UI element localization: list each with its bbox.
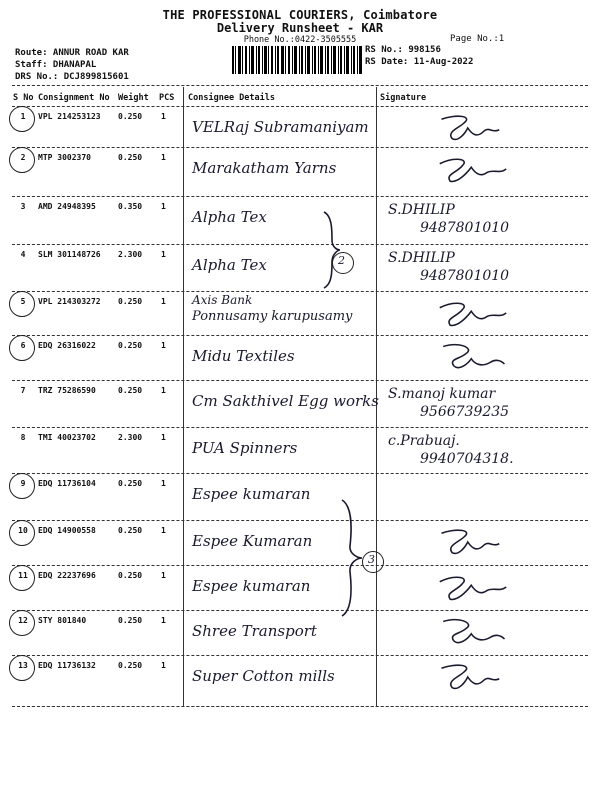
- row-weight: 2.300: [118, 250, 143, 259]
- row-signature-name: S.DHILIP: [388, 202, 455, 218]
- row-consignment-no: AMD 24948395: [38, 202, 96, 211]
- row-separator: [12, 427, 588, 428]
- col-consignment: Consignment No: [38, 93, 110, 103]
- row-consignee: Midu Textiles: [192, 347, 295, 365]
- row-pcs: 1: [161, 112, 166, 121]
- row-sno: 4: [20, 250, 26, 259]
- row-sno-circle: [9, 473, 35, 499]
- row-consignment-no: EDQ 26316022: [38, 341, 96, 350]
- signature-scribble: [438, 614, 508, 650]
- row-consignment-no: EDQ 14900558: [38, 526, 96, 535]
- row-sno-circle: [9, 520, 35, 546]
- col-signature: Signature: [380, 93, 427, 103]
- brace-mark-b: 3: [368, 553, 375, 566]
- row-consignment-no: TRZ 75286590: [38, 386, 96, 395]
- row-sno: 2: [20, 153, 26, 162]
- row-weight: 2.300: [118, 433, 143, 442]
- row-sno: 7: [20, 386, 26, 395]
- row-consignment-no: TMI 40023702: [38, 433, 96, 442]
- table-top-rule: [12, 85, 588, 86]
- row-consignee: Cm Sakthivel Egg works: [192, 392, 379, 410]
- row-weight: 0.250: [118, 297, 143, 306]
- row-sno: 12: [18, 616, 28, 625]
- row-pcs: 1: [161, 526, 166, 535]
- row-weight: 0.250: [118, 661, 143, 670]
- row-sno-circle: [9, 335, 35, 361]
- row-consignee: VELRaj Subramaniyam: [192, 118, 369, 136]
- row-sno: 13: [18, 661, 28, 670]
- row-sno: 5: [20, 297, 26, 306]
- row-separator: [12, 655, 588, 656]
- row-separator: [12, 520, 588, 521]
- row-consignment-no: EDQ 11736132: [38, 661, 96, 670]
- row-sno-circle: [9, 610, 35, 636]
- row-separator: [12, 147, 588, 148]
- row-sno: 10: [18, 526, 28, 535]
- row-consignment-no: MTP 3002370: [38, 153, 91, 162]
- row-separator: [12, 291, 588, 292]
- row-pcs: 1: [161, 616, 166, 625]
- row-consignment-no: EDQ 11736104: [38, 479, 96, 488]
- brace-mark-a: 2: [338, 254, 345, 267]
- rs-date: RS Date: 11-Aug-2022: [365, 57, 474, 67]
- row-consignee-line2: Ponnusamy karupusamy: [192, 309, 353, 324]
- row-pcs: 1: [161, 571, 166, 580]
- row-consignee: Espee kumaran: [192, 485, 311, 503]
- row-separator: [12, 473, 588, 474]
- signature-scribble: [438, 659, 508, 695]
- row-pcs: 1: [161, 297, 166, 306]
- row-weight: 0.250: [118, 112, 143, 121]
- row-weight: 0.250: [118, 153, 143, 162]
- row-pcs: 1: [161, 386, 166, 395]
- row-pcs: 1: [161, 479, 166, 488]
- row-signature-name: c.Prabuaj.: [388, 433, 460, 449]
- row-pcs: 1: [161, 153, 166, 162]
- row-weight: 0.250: [118, 386, 143, 395]
- barcode-image: [232, 46, 362, 74]
- runsheet-subtitle: Delivery Runsheet - KAR: [216, 21, 384, 35]
- row-sno: 3: [20, 202, 26, 211]
- row-weight: 0.250: [118, 341, 143, 350]
- row-separator: [12, 380, 588, 381]
- row-signature-phone: 9487801010: [420, 220, 510, 236]
- row-weight: 0.250: [118, 526, 143, 535]
- row-signature-phone: 9566739235: [420, 404, 510, 420]
- row-sno: 11: [18, 571, 28, 580]
- brace-group-a: [310, 210, 350, 290]
- row-consignee: Axis Bank: [192, 293, 253, 307]
- row-consignee: Alpha Tex: [192, 256, 267, 274]
- row-separator: [12, 244, 588, 245]
- signature-scribble: [438, 110, 508, 146]
- row-separator: [12, 196, 588, 197]
- header-bottom-rule: [12, 106, 588, 107]
- row-separator: [12, 565, 588, 566]
- row-signature-name: S.manoj kumar: [388, 386, 496, 402]
- signature-scribble: [438, 524, 508, 560]
- rs-number: RS No.: 998156: [365, 45, 441, 55]
- table-bottom-rule: [12, 706, 588, 707]
- row-pcs: 1: [161, 250, 166, 259]
- route-label: Route: ANNUR ROAD KAR: [15, 48, 129, 58]
- row-pcs: 1: [161, 202, 166, 211]
- row-consignment-no: VPL 214253123: [38, 112, 101, 121]
- row-weight: 0.250: [118, 571, 143, 580]
- col-weight: Weight: [118, 93, 149, 103]
- row-consignee: Shree Transport: [192, 622, 317, 640]
- row-pcs: 1: [161, 661, 166, 670]
- signature-scribble: [438, 151, 508, 187]
- row-weight: 0.350: [118, 202, 143, 211]
- row-separator: [12, 610, 588, 611]
- row-sno-circle: [9, 291, 35, 317]
- signature-scribble: [438, 569, 508, 605]
- row-sno: 8: [20, 433, 26, 442]
- consignee-column-divider: [183, 87, 184, 707]
- col-sno: S No: [13, 93, 34, 103]
- row-sno-circle: [9, 655, 35, 681]
- row-sno-circle: [9, 106, 35, 132]
- signature-scribble: [438, 295, 508, 331]
- row-signature-name: S.DHILIP: [388, 250, 455, 266]
- row-pcs: 1: [161, 341, 166, 350]
- row-consignment-no: EDQ 22237696: [38, 571, 96, 580]
- staff-label: Staff: DHANAPAL: [15, 60, 97, 70]
- col-consignee: Consignee Details: [188, 93, 275, 103]
- row-consignee: Espee Kumaran: [192, 532, 313, 550]
- row-sno: 9: [20, 479, 26, 488]
- phone-number: Phone No.:0422-3505555: [243, 35, 357, 45]
- col-pcs: PCS: [159, 93, 175, 103]
- signature-scribble: [438, 339, 508, 375]
- row-signature-phone: 9940704318.: [420, 451, 514, 467]
- row-consignment-no: VPL 214303272: [38, 297, 101, 306]
- row-consignee: PUA Spinners: [192, 439, 298, 457]
- row-sno: 6: [20, 341, 26, 350]
- drs-number: DRS No.: DCJ899815601: [15, 72, 129, 82]
- row-consignee: Alpha Tex: [192, 208, 267, 226]
- company-title: THE PROFESSIONAL COURIERS, Coimbatore: [162, 8, 438, 22]
- row-consignment-no: SLM 301148726: [38, 250, 101, 259]
- row-sno-circle: [9, 565, 35, 591]
- row-separator: [12, 335, 588, 336]
- row-consignee: Super Cotton mills: [192, 667, 335, 685]
- row-sno: 1: [20, 112, 26, 121]
- row-weight: 0.250: [118, 616, 143, 625]
- row-consignee: Marakatham Yarns: [192, 159, 337, 177]
- row-signature-phone: 9487801010: [420, 268, 510, 284]
- row-sno-circle: [9, 147, 35, 173]
- row-pcs: 1: [161, 433, 166, 442]
- row-consignee: Espee kumaran: [192, 577, 311, 595]
- row-consignment-no: STY 801840: [38, 616, 87, 625]
- row-weight: 0.250: [118, 479, 143, 488]
- page-number: Page No.:1: [450, 34, 505, 44]
